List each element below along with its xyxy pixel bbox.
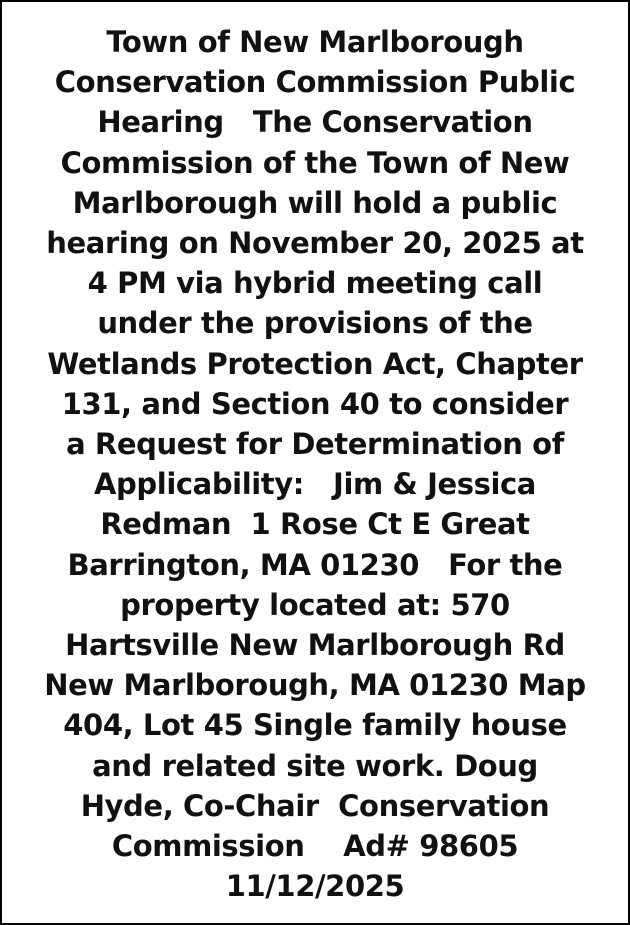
notice-line: under the provisions of the bbox=[97, 306, 533, 341]
notice-line: Wetlands Protection Act, Chapter bbox=[47, 346, 583, 381]
notice-line: Redman 1 Rose Ct E Great bbox=[100, 507, 530, 542]
notice-line: Hartsville New Marlborough Rd bbox=[65, 628, 565, 663]
notice-line: and related site work. Doug bbox=[92, 748, 538, 783]
notice-line: Barrington, MA 01230 For the bbox=[67, 547, 563, 582]
notice-line: New Marlborough, MA 01230 Map bbox=[44, 668, 586, 703]
notice-line: a Request for Determination of bbox=[66, 427, 564, 462]
notice-line: 404, Lot 45 Single family house bbox=[63, 708, 567, 743]
notice-line: Hearing The Conservation bbox=[97, 105, 533, 140]
notice-line: 131, and Section 40 to consider bbox=[61, 386, 569, 421]
notice-line: Conservation Commission Public bbox=[54, 65, 576, 100]
notice-line: Applicability: Jim & Jessica bbox=[94, 467, 536, 502]
notice-line: Town of New Marlborough bbox=[106, 25, 524, 59]
notice-line: 4 PM via hybrid meeting call bbox=[87, 266, 543, 301]
notice-line: Commission of the Town of New bbox=[60, 145, 570, 180]
notice-line: Commission Ad# 98605 bbox=[111, 829, 519, 864]
notice-line: Marlborough will hold a public bbox=[72, 185, 558, 220]
notice-line: property located at: 570 bbox=[120, 587, 510, 622]
notice-line: hearing on November 20, 2025 at bbox=[46, 226, 584, 261]
notice-date: 11/12/2025 bbox=[225, 869, 405, 904]
notice-line: Hyde, Co-Chair Conservation bbox=[80, 788, 550, 823]
